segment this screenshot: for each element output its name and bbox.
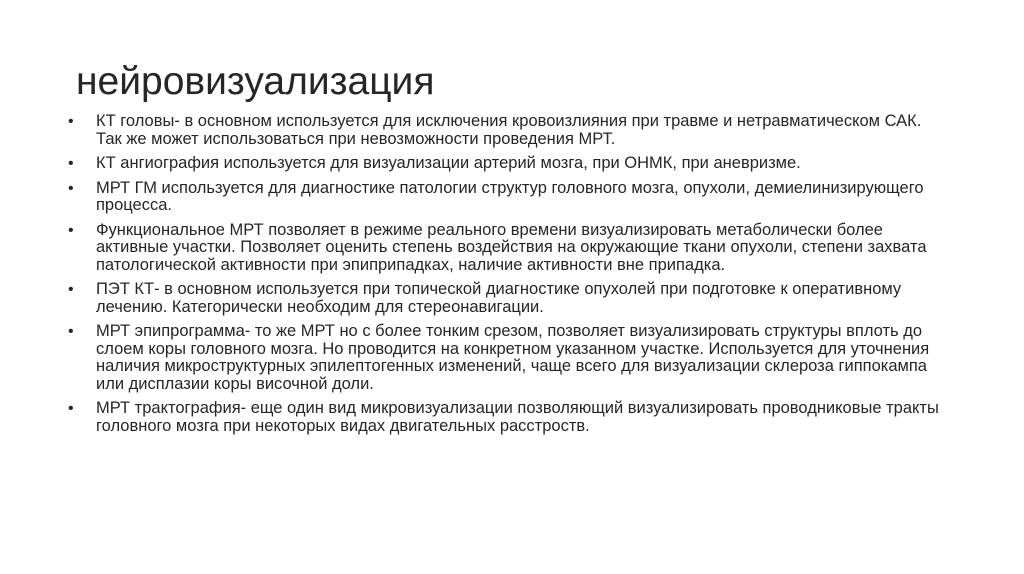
bullet-list	[68, 113, 948, 442]
list-item	[68, 400, 948, 435]
bullet-text: МРТ трактография- еще один вид микровизуализации позволяющий визуализировать проводниковые тракты головного мозга при некоторых видах двигательных расстроств.	[96, 399, 939, 435]
bullet-icon: •	[68, 155, 74, 172]
bullet-text: КТ ангиография используется для визуализации артерий мозга, при ОНМК, при аневризме.	[96, 154, 801, 172]
bullet-icon: •	[68, 323, 74, 340]
list-item	[68, 222, 948, 275]
slide-title: нейровизуализация	[76, 60, 435, 103]
bullet-icon: •	[68, 179, 74, 197]
bullet-icon: •	[68, 113, 74, 130]
list-item	[68, 323, 948, 393]
bullet-text: МРТ эпипрограмма- то же МРТ но с более тонким срезом, позволяет визуализировать структуры вплоть до слоем коры головного мозга. Но проводится на конкретном указанном участке. Используется для уточнения наличия микроструктурных эпилептогенных изменений, чаще всего для визуализации склероза гиппокампа или дисплазии коры височной доли.	[96, 322, 930, 393]
bullet-text: МРТ ГМ используется для диагностике патологии структур головного мозга, опухоли, демиелинизирующего процесса.	[96, 178, 924, 214]
bullet-text: КТ головы- в основном используется для исключения кровоизлияния при травме и нетравматическом САК. Так же может использоваться при невозможности проведения МРТ.	[96, 112, 922, 148]
list-item	[68, 155, 948, 173]
bullet-icon: •	[68, 221, 74, 239]
list-item	[68, 281, 948, 316]
bullet-icon: •	[68, 400, 74, 417]
list-item	[68, 113, 948, 148]
bullet-icon: •	[68, 281, 74, 298]
bullet-text: ПЭТ КТ- в основном используется при топической диагностике опухолей при подготовке к оперативному лечению. Категорически необходим для стереонавигации.	[96, 280, 902, 316]
list-item	[68, 180, 948, 215]
bullet-text: Функциональное МРТ позволяет в режиме реального времени визуализировать метаболически более активные участки. Позволяет оценить степень воздействия на окружающие ткани опухоли, степени захвата патологической активности при эпиприпадках, наличие активности вне припадка.	[96, 220, 927, 274]
